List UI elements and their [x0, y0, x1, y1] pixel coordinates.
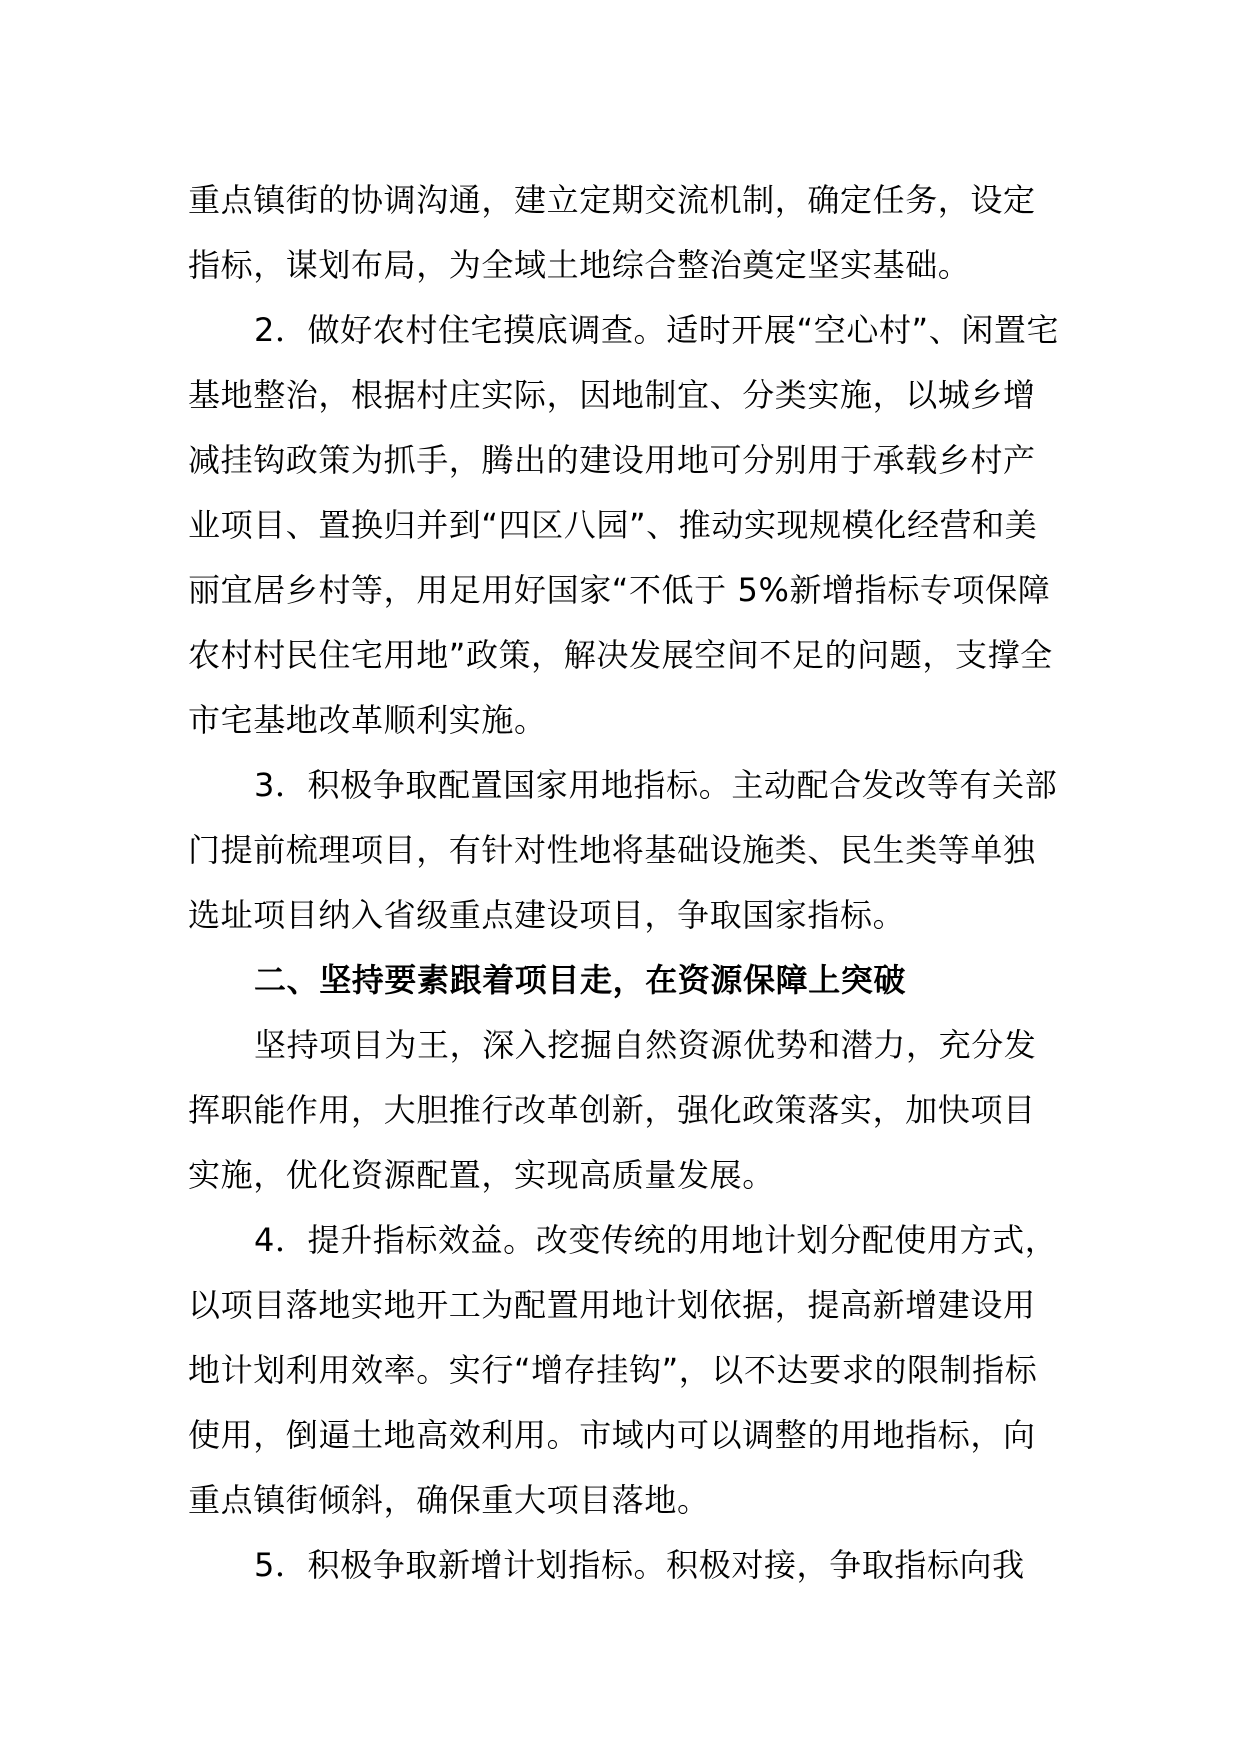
- document-body: [188, 168, 1064, 1598]
- section-heading: 二、坚持要素跟着项目走，在资源保障上突破: [254, 961, 907, 999]
- paragraph-item-3: 3．积极争取配置国家用地指标。主动配合发改等有关部门提前梳理项目，有针对性地将基础设施类、民生类等单独选址项目纳入省级重点建设项目，争取国家指标。: [188, 766, 1058, 934]
- paragraph-item-2: 2．做好农村住宅摸底调查。适时开展“空心村”、闲置宅基地整治，根据村庄实际，因地制宜、分类实施，以城乡增减挂钩政策为抓手，腾出的建设用地可分别用于承载乡村产业项目、置换归并到“四区八园”、推动实现规模化经营和美丽宜居乡村等，用足用好国家“不低于 5%新增指标专项保障农村村民住宅用地”政策，解决发展空间不足的问题，支撑全市宅基地改革顺利实施。: [188, 311, 1060, 739]
- paragraph-continuation: 重点镇街的协调沟通，建立定期交流机制，确定任务，设定指标，谋划布局，为全域土地综合整治奠定坚实基础。: [188, 181, 1036, 284]
- paragraph-item-5: 5．积极争取新增计划指标。积极对接，争取指标向我: [254, 1546, 1025, 1584]
- paragraph-section-intro: 坚持项目为王，深入挖掘自然资源优势和潜力，充分发挥职能作用，大胆推行改革创新，强化政策落实，加快项目实施，优化资源配置，实现高质量发展。: [188, 1026, 1037, 1194]
- paragraph-item-4: 4．提升指标效益。改变传统的用地计划分配使用方式，以项目落地实地开工为配置用地计划依据，提高新增建设用地计划利用效率。实行“增存挂钩”，以不达要求的限制指标使用，倒逼土地高效利用。市域内可以调整的用地指标，向重点镇街倾斜，确保重大项目落地。: [188, 1221, 1058, 1519]
